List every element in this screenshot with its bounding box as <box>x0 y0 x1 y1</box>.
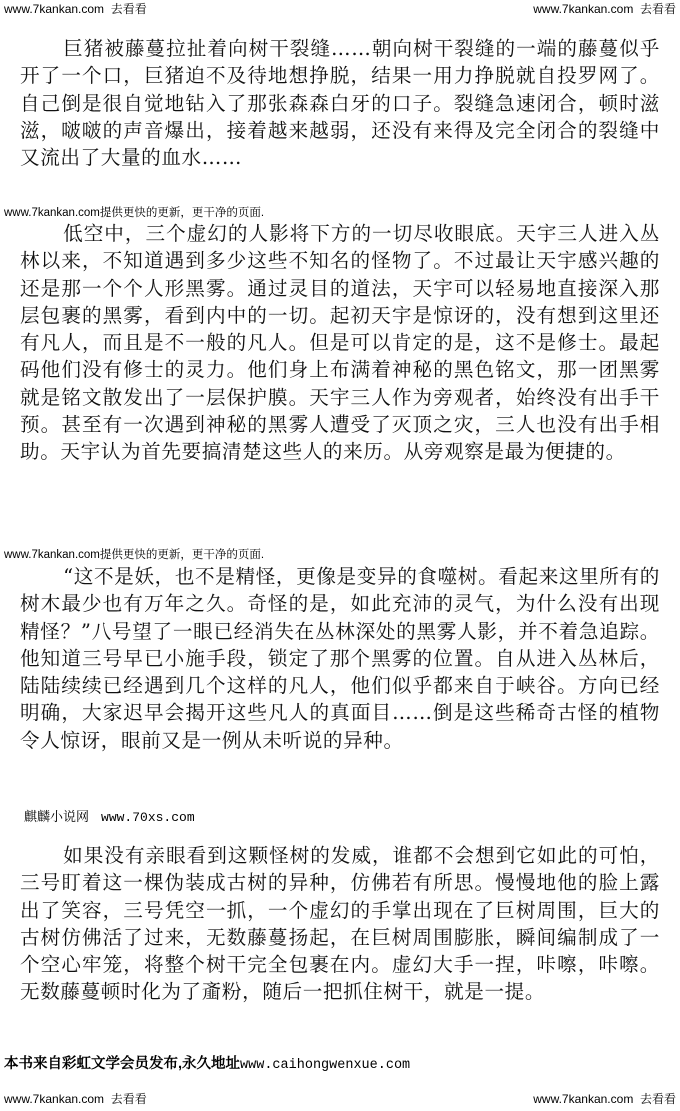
qilin-url[interactable]: www.70xs.com <box>101 810 195 825</box>
footer-right-site: www.7kankan.com <box>533 1092 634 1106</box>
paragraph-4: 如果没有亲眼看到这颗怪树的发威，谁都不会想到它如此的可怕，三号盯着这一棵伪装成古树的异种，仿佛若有所思。慢慢地他的脸上露出了笑容，三号凭空一抓，一个虚幻的手掌出现在了巨树周围，巨大的古树仿佛活了过来，无数藤蔓扬起，在巨树周围膨胀，瞬间编制成了一个空心牢笼，将整个树干完全包裹在内。虚幻大手一捏，咔嚓，咔嚓。无数藤蔓顿时化为了齑粉，随后一把抓住树干，就是一提。 <box>20 844 660 1004</box>
site-notice-2: www.7kankan.com提供更快的更新，更干净的页面. <box>4 549 265 561</box>
footer-right-name: 去看看 <box>639 1092 676 1106</box>
header-right-name: 去看看 <box>639 2 676 16</box>
footer-left-name: 去看看 <box>110 1092 147 1106</box>
qilin-ad <box>24 806 195 825</box>
header-right <box>533 2 676 16</box>
header-left-name: 去看看 <box>110 2 147 16</box>
site-notice-1: www.7kankan.com提供更快的更新，更干净的页面. <box>4 207 265 219</box>
footer-left-site: www.7kankan.com <box>4 1092 105 1106</box>
qilin-name: 麒麟小说网 <box>24 809 90 824</box>
paragraph-1: 巨猪被藤蔓拉扯着向树干裂缝……朝向树干裂缝的一端的藤蔓似乎开了一个口，巨猪迫不及待地想挣脱，结果一用力挣脱就自投罗网了。自己倒是很自觉地钻入了那张森森白牙的口子。裂缝急速闭合，顿时滋滋，啵啵的声音爆出，接着越来越弱，还没有来得及完全闭合的裂缝中又流出了大量的血水…… <box>20 37 660 170</box>
header-left <box>4 2 147 16</box>
footer-right <box>533 1092 676 1106</box>
publish-text: 本书来自彩虹文学会员发布,永久地址 <box>4 1056 241 1072</box>
footer-left <box>4 1092 147 1106</box>
publish-url[interactable]: www.caihongwenxue.com <box>240 1058 411 1073</box>
paragraph-3: “这不是妖，也不是精怪，更像是变异的食噬树。看起来这里所有的树木最少也有万年之久。奇怪的是，如此充沛的灵气，为什么没有出现精怪？”八号望了一眼已经消失在丛林深处的黑雾人影，并不着急追踪。他知道三号早已小施手段，锁定了那个黑雾的位置。自从进入丛林后，陆陆续续已经遇到几个这样的凡人，他们似乎都来自于峡谷。方向已经明确，大家迟早会揭开这些凡人的真面目……倒是这些稀奇古怪的植物令人惊讶，眼前又是一例从未听说的异种。 <box>20 565 660 752</box>
header-left-site: www.7kankan.com <box>4 2 105 16</box>
publish-notice <box>4 1052 410 1073</box>
header-right-site: www.7kankan.com <box>533 2 634 16</box>
paragraph-2: 低空中，三个虚幻的人影将下方的一切尽收眼底。天宇三人进入丛林以来，不知道遇到多少这些不知名的怪物了。不过最让天宇感兴趣的还是那一个个人形黑雾。通过灵目的道法，天宇可以轻易地直接深入那层包裹的黑雾，看到内中的一切。起初天宇是惊讶的，没有想到这里还有凡人，而且是不一般的凡人。但是可以肯定的是，这不是修士。最起码他们没有修士的灵力。他们身上布满着神秘的黑色铭文，那一团黑雾就是铭文散发出了一层保护膜。天宇三人作为旁观者，始终没有出手干预。甚至有一次遇到神秘的黑雾人遭受了灭顶之灾，三人也没有出手相助。天宇认为首先要搞清楚这些人的来历。从旁观察是最为便捷的。 <box>20 222 660 464</box>
